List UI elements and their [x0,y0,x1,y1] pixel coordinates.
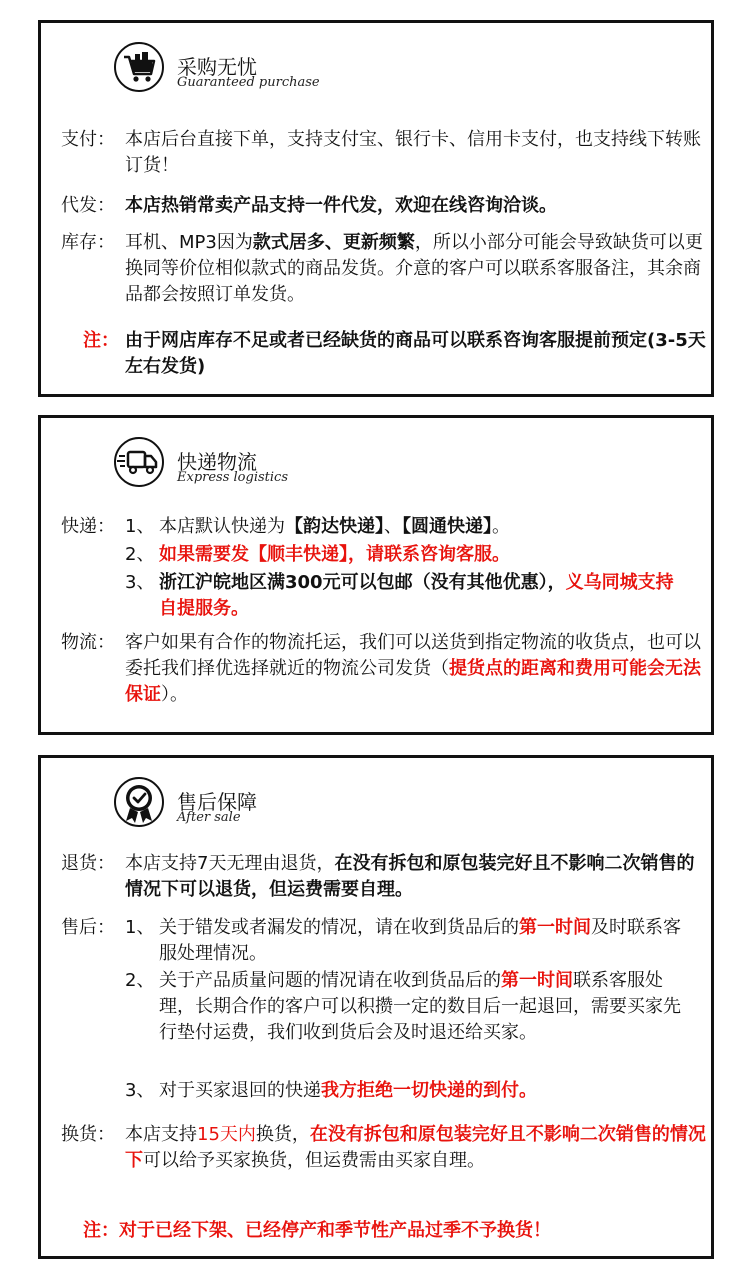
section-subtitle: Express logistics [177,470,288,485]
stock-text: 耳机、MP3因为款式居多、更新频繁，所以小部分可能会导致缺货可以更换同等价位相似款式的商品发货。介意的客户可以联系客服备注，其余商品都会按照订单发货。 [125,232,703,305]
exchange-text: 本店支持15天内换货，在没有拆包和原包装完好且不影响二次销售的情况下可以给予买家换货，但运费需由买家自理。 [125,1124,706,1171]
payment-text: 本店后台直接下单，支持支付宝、银行卡、信用卡支付，也支持线下转账订货！ [125,129,701,176]
section-subtitle: Guaranteed purchase [177,75,320,90]
express-item-3: 3、 浙江沪皖地区满300元可以包邮（没有其他优惠），义乌同城支持自提服务。 [125,572,674,619]
section-subtitle: After sale [177,810,241,825]
exchange-row [61,1122,707,1174]
return-row [61,851,707,903]
section-guaranteed-purchase [38,20,714,397]
section-title: 售后保障 [177,790,257,814]
return-text: 本店支持7天无理由退货，在没有拆包和原包装完好且不影响二次销售的情况下可以退货，但运费需要自理。 [125,853,695,900]
after-sale-item-3: 3、 对于买家退回的快递我方拒绝一切快递的到付。 [125,1080,537,1101]
after-sale-label: 售后： [61,917,115,938]
section-title: 快递物流 [177,450,257,474]
logistics-text: 客户如果有合作的物流托运，我们可以送货到指定物流的收货点，也可以委托我们择优选择就近的物流公司发货（提货点的距离和费用可能会无法保证）。 [125,632,701,705]
after-sale-item-1: 1、 关于错发或者漏发的情况，请在收到货品后的第一时间及时联系客服处理情况。 [125,917,681,964]
exchange-note: 注：对于已经下架、已经停产和季节性产品过季不予换货！ [83,1220,551,1241]
exchange-label: 换货： [61,1124,115,1145]
return-label: 退货： [61,853,115,874]
dropship-row [61,193,707,219]
section-after-sale [38,755,714,1259]
dropship-text: 本店热销常卖产品支持一件代发，欢迎在线咨询洽谈。 [125,195,557,216]
dropship-label: 代发： [61,195,115,216]
logistics-label: 物流： [61,632,115,653]
section-express-logistics [38,415,714,735]
stock-note-row [61,328,707,380]
express-item-1: 1、 本店默认快递为【韵达快递】、【圆通快递】。 [125,516,510,537]
payment-label: 支付： [61,129,115,150]
express-label: 快递： [61,516,115,537]
express-item-2: 2、 如果需要发【顺丰快递】，请联系咨询客服。 [125,544,510,565]
note-text: 由于网店库存不足或者已经缺货的商品可以联系咨询客服提前预定(3-5天左右发货) [125,330,706,377]
shopping-cart-icon [113,41,165,93]
after-sale-item-2: 2、 关于产品质量问题的情况请在收到货品后的第一时间联系客服处理，长期合作的客户可以积攒一定的数目后一起退回，需要买家先行垫付运费，我们收到货后会及时退还给买家。 [125,970,681,1043]
payment-row [61,127,707,179]
section-title: 采购无忧 [177,55,257,79]
logistics-row [61,630,707,708]
note-label: 注： [83,330,119,351]
guarantee-badge-icon [113,776,165,828]
stock-row [61,230,707,308]
delivery-truck-icon [113,436,165,488]
stock-label: 库存： [61,232,115,253]
